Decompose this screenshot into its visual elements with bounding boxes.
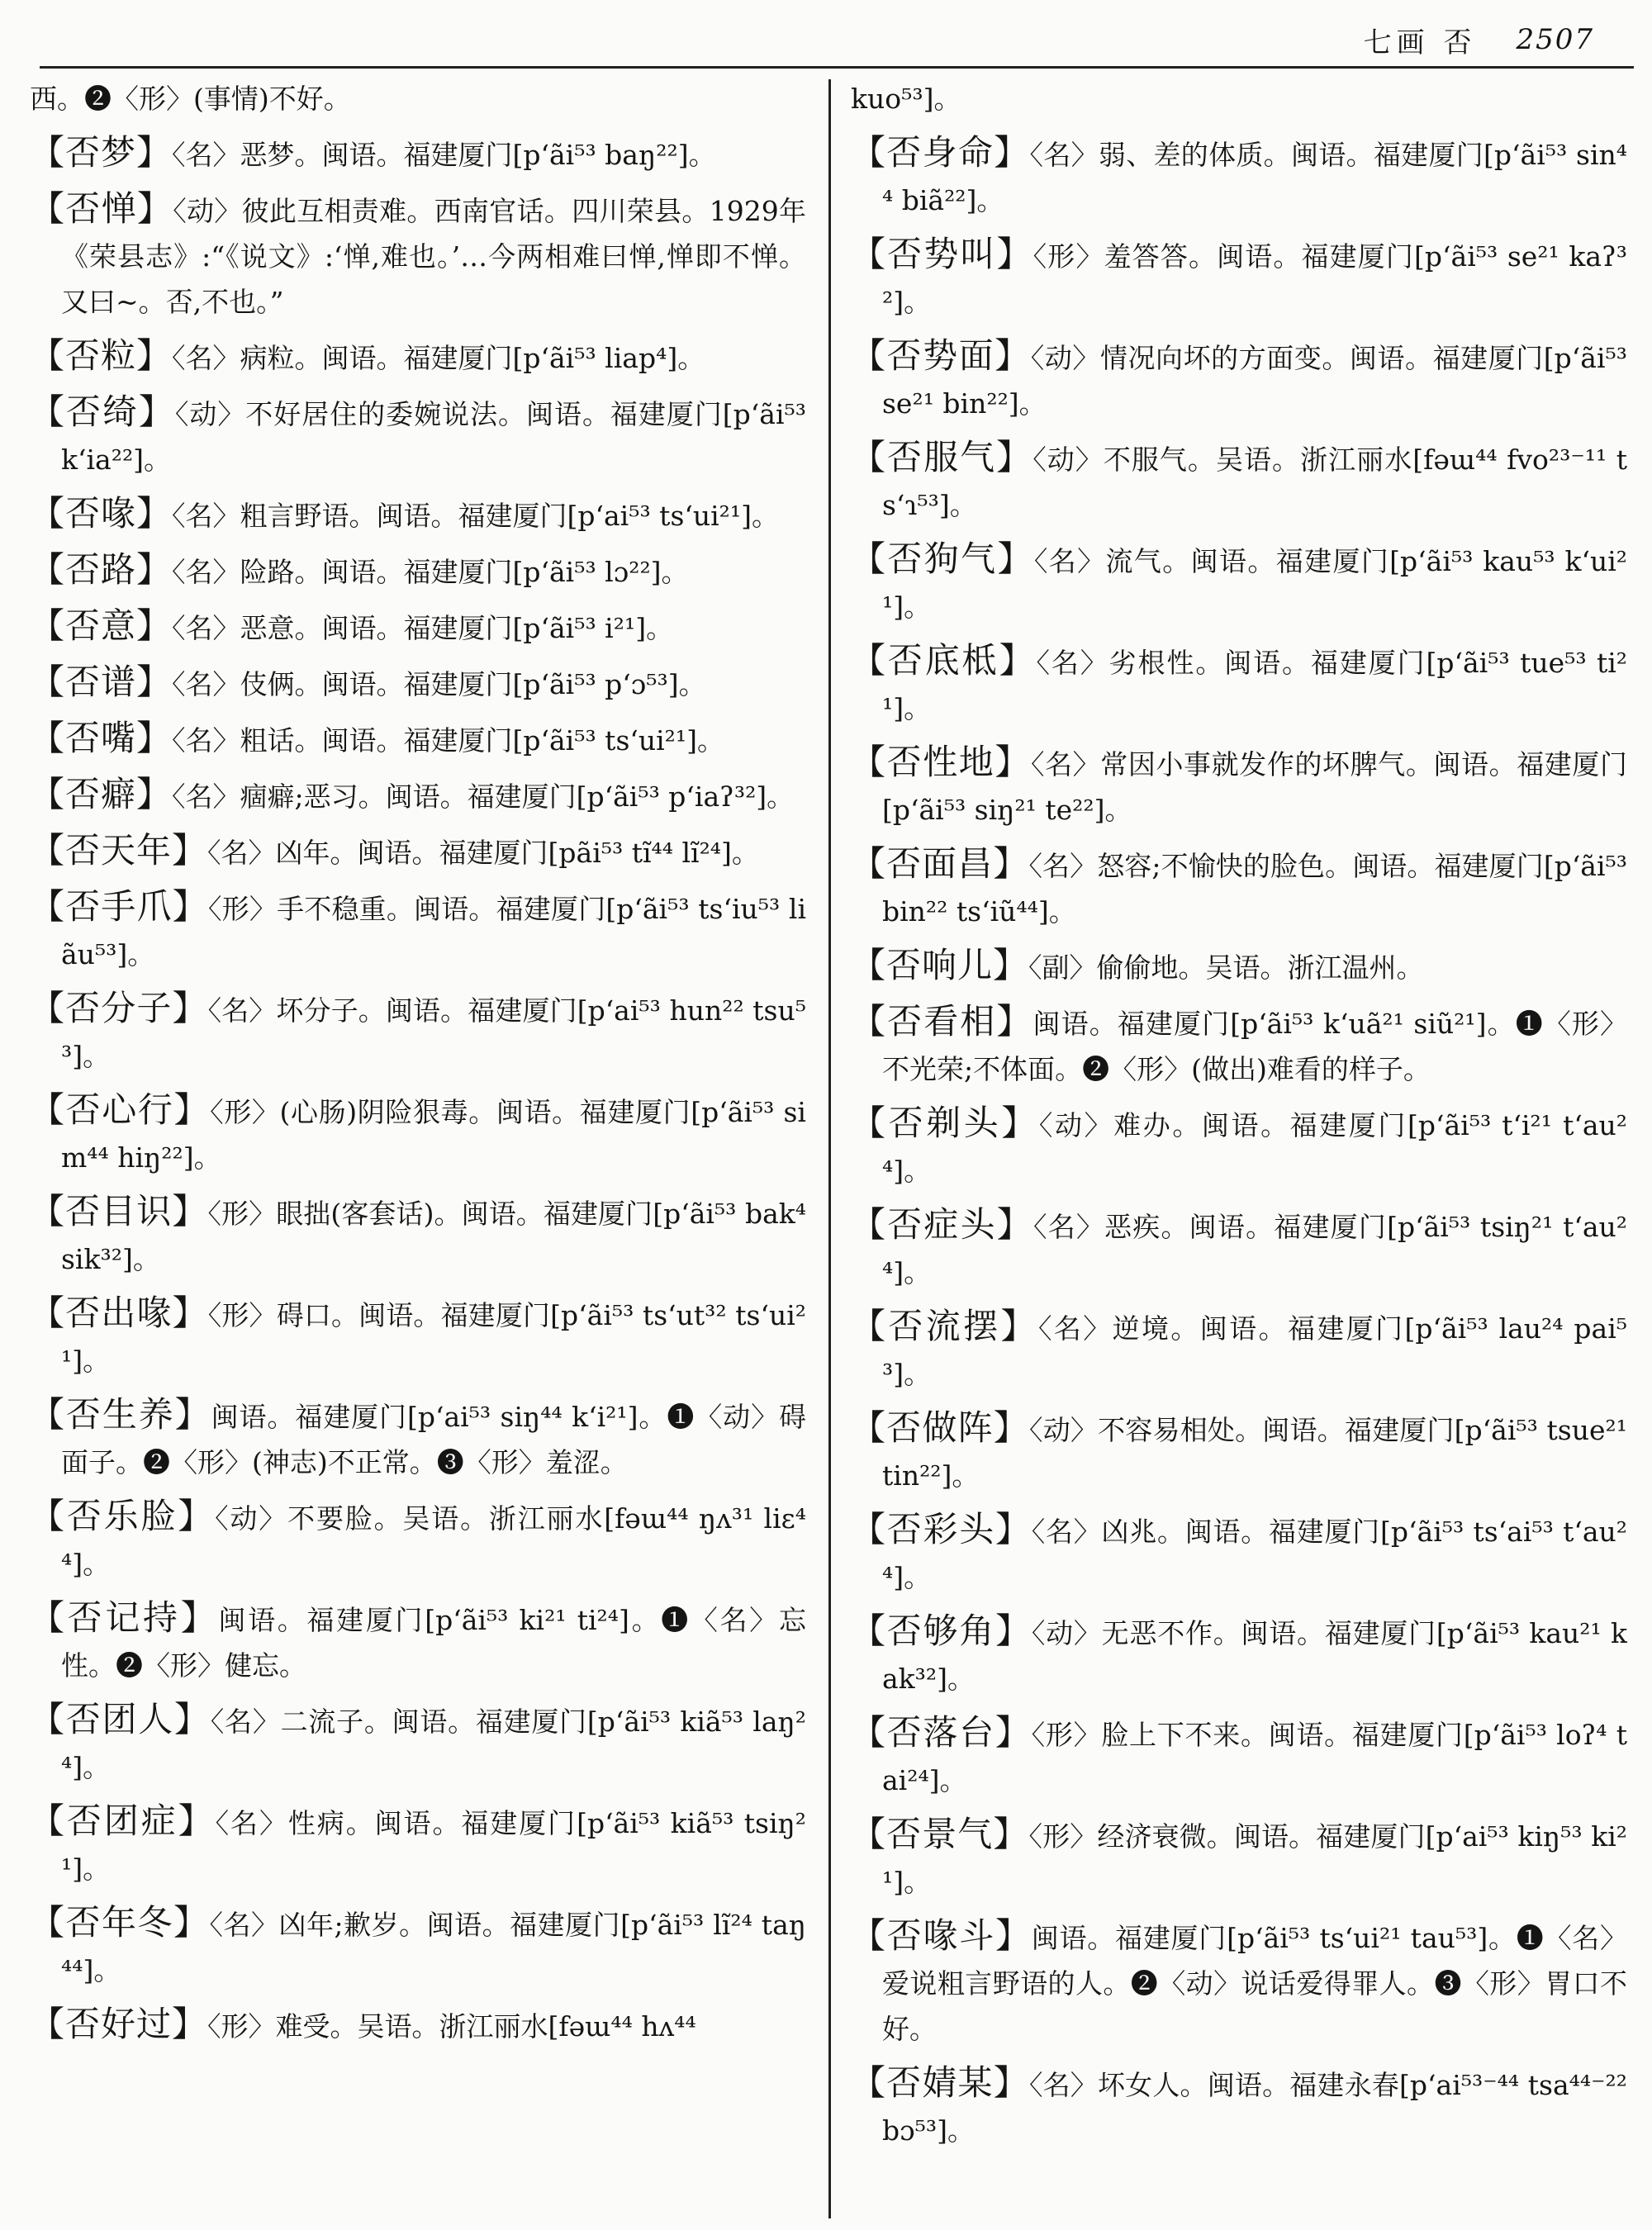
dictionary-entry [30, 547, 806, 595]
dictionary-entry [30, 985, 806, 1079]
dictionary-entry [30, 186, 806, 325]
dictionary-entry [30, 715, 806, 763]
entry-definition: 〈动〉不容易相处。闽语。福建厦门[p‘ãi⁵³ tsue²¹ tin²²]。 [882, 1414, 1627, 1492]
entry-headword: 【否惮】 [30, 188, 173, 229]
dictionary-entry [851, 1710, 1627, 1803]
dictionary-entry [851, 1100, 1627, 1193]
entry-headword: 【否流摆】 [851, 1306, 1038, 1346]
dictionary-entry [851, 434, 1627, 528]
entry-headword: 【否出喙】 [30, 1293, 208, 1333]
entry-headword: 【否粒】 [30, 335, 173, 376]
entry-headword: 【否路】 [30, 549, 173, 590]
dictionary-entry [30, 2001, 806, 2049]
entry-headword: 【否景气】 [851, 1814, 1029, 1854]
entry-definition: 〈形〉羞答答。闽语。福建厦门[p‘ãi⁵³ se²¹ kaʔ³²]。 [882, 240, 1627, 318]
dictionary-entry [30, 1900, 806, 1993]
entry-definition: 〈形〉眼拙(客套话)。闽语。福建厦门[p‘ãi⁵³ bak⁴ sik³²]。 [61, 1198, 806, 1275]
entry-definition: 〈名〉病粒。闽语。福建厦门[p‘ãi⁵³ liap⁴]。 [172, 342, 705, 374]
dictionary-entry [851, 1202, 1627, 1295]
dictionary-entry [851, 942, 1627, 990]
entry-definition: 〈名〉流气。闽语。福建厦门[p‘ãi⁵³ kau⁵³ k‘ui²¹]。 [882, 545, 1627, 623]
entry-definition: 〈名〉坏女人。闽语。福建永春[p‘ai⁵³⁻⁴⁴ tsa⁴⁴⁻²² bɔ⁵³]。 [882, 2069, 1627, 2147]
dictionary-entry [851, 739, 1627, 833]
entry-headword: 【否团人】 [30, 1699, 211, 1739]
page-number: 2507 [1516, 23, 1594, 56]
dictionary-entry [851, 1506, 1627, 1600]
left-column [30, 76, 806, 2223]
dictionary-entry [851, 1303, 1627, 1397]
dictionary-entry [30, 76, 806, 121]
entry-definition: 〈名〉粗话。闽语。福建厦门[p‘ãi⁵³ ts‘ui²¹]。 [172, 724, 725, 757]
entry-headword: 【否梦】 [30, 132, 173, 173]
entry-definition: 〈形〉经济衰微。闽语。福建厦门[p‘ai⁵³ kiŋ⁵³ ki²¹]。 [882, 1820, 1627, 1898]
entry-definition: 〈形〉碍口。闽语。福建厦门[p‘ãi⁵³ ts‘ut³² ts‘ui²¹]。 [61, 1299, 806, 1377]
dictionary-entry [30, 130, 806, 178]
dictionary-entry [30, 1595, 806, 1688]
entry-headword: 【否响儿】 [851, 945, 1029, 985]
entry-definition: 〈动〉彼此互相责难。西南官话。四川荣县。1929年《荣县志》:“《说文》:‘惮,难也。’…今两相难曰惮,惮即不惮。又曰~。否,不也。” [61, 195, 806, 318]
dictionary-entry [851, 130, 1627, 223]
entry-definition: 〈名〉坏分子。闽语。福建厦门[p‘ai⁵³ hun²² tsu⁵³]。 [61, 994, 806, 1072]
dictionary-entry [30, 659, 806, 707]
entry-definition: 〈名〉二流子。闽语。福建厦门[p‘ãi⁵³ kiã⁵³ laŋ²⁴]。 [61, 1706, 806, 1783]
dictionary-entry [30, 1696, 806, 1790]
entry-definition: 〈动〉不要脸。吴语。浙江丽水[fəɯ⁴⁴ ŋʌ³¹ liɛ⁴⁴]。 [61, 1502, 806, 1580]
dictionary-entry [30, 1798, 806, 1891]
right-column [851, 76, 1627, 2223]
entry-headword: 【否绮】 [30, 391, 175, 432]
dictionary-entry [30, 1189, 806, 1282]
entry-definition: 〈名〉性病。闽语。福建厦门[p‘ãi⁵³ kiã⁵³ tsiŋ²¹]。 [61, 1807, 806, 1885]
entry-definition: 〈形〉手不稳重。闽语。福建厦门[p‘ãi⁵³ ts‘iu⁵³ liãu⁵³]。 [61, 893, 806, 970]
dictionary-entry [851, 2060, 1627, 2153]
entry-headword: 【否乐脸】 [30, 1496, 216, 1536]
entry-definition: 闽语。福建厦门[p‘ai⁵³ siŋ⁴⁴ k‘i²¹]。❶〈动〉碍面子。❷〈形〉(神志)不正常。❸〈形〉羞涩。 [61, 1401, 806, 1478]
entry-headword: 【否分子】 [30, 988, 208, 1028]
entry-definition: 〈动〉难办。闽语。福建厦门[p‘ãi⁵³ t‘i²¹ t‘au²⁴]。 [882, 1109, 1627, 1187]
entry-definition: 〈动〉无恶不作。闽语。福建厦门[p‘ãi⁵³ kau²¹ kak³²]。 [882, 1617, 1627, 1695]
dictionary-entry [30, 1493, 806, 1587]
dictionary-entry [851, 841, 1627, 934]
entry-definition: 〈副〉偷偷地。吴语。浙江温州。 [1028, 951, 1424, 984]
entry-headword: 【否势面】 [851, 335, 1031, 376]
entry-definition: 〈名〉凶年;歉岁。闽语。福建厦门[p‘ãi⁵³ lĩ²⁴ taŋ⁴⁴]。 [61, 1909, 806, 1986]
column-divider [828, 79, 831, 2218]
entry-headword: 【否服气】 [851, 437, 1033, 477]
entry-definition: 〈名〉恶意。闽语。福建厦门[p‘ãi⁵³ i²¹]。 [172, 612, 674, 644]
dictionary-entry [30, 884, 806, 977]
entry-definition: 〈名〉痼癖;恶习。闽语。福建厦门[p‘ãi⁵³ p‘iaʔ³²]。 [172, 780, 795, 813]
entry-definition: 〈名〉恶梦。闽语。福建厦门[p‘ãi⁵³ baŋ²²]。 [172, 139, 716, 171]
dictionary-entry [851, 999, 1627, 1092]
dictionary-entry [30, 1392, 806, 1485]
entry-headword: 【否彩头】 [851, 1509, 1032, 1549]
dictionary-entry [851, 76, 1627, 121]
entry-definition: 〈名〉弱、差的体质。闽语。福建厦门[p‘ãi⁵³ sin⁴⁴ biã²²]。 [882, 139, 1627, 216]
entry-headword: 【否记持】 [30, 1597, 219, 1638]
page-header [1364, 15, 1594, 64]
entry-headword: 【否做阵】 [851, 1407, 1029, 1448]
entry-definition: 〈名〉逆境。闽语。福建厦门[p‘ãi⁵³ lau²⁴ pai⁵³]。 [882, 1312, 1627, 1390]
entry-definition: 〈形〉(心肠)阴险狠毒。闽语。福建厦门[p‘ãi⁵³ sim⁴⁴ hiŋ²²]。 [61, 1096, 806, 1174]
dictionary-entry [30, 603, 806, 651]
dictionary-entry [851, 536, 1627, 629]
entry-headword: 【否嘴】 [30, 718, 173, 758]
dictionary-entry [851, 1405, 1627, 1498]
entry-definition: 西。❷〈形〉(事情)不好。 [30, 83, 351, 115]
entry-headword: 【否性地】 [851, 742, 1031, 782]
entry-headword: 【否势叫】 [851, 234, 1033, 274]
entry-definition: 〈名〉伎俩。闽语。福建厦门[p‘ãi⁵³ p‘ɔ⁵³]。 [172, 668, 706, 700]
entry-headword: 【否落台】 [851, 1712, 1032, 1753]
entry-definition: 〈名〉凶年。闽语。福建厦门[pãi⁵³ tĩ⁴⁴ lĩ²⁴]。 [207, 837, 759, 869]
dictionary-entry [30, 771, 806, 819]
dictionary-entry [30, 389, 806, 482]
entry-headword: 【否谱】 [30, 662, 173, 702]
entry-definition: 〈动〉情况向坏的方面变。闽语。福建厦门[p‘ãi⁵³ se²¹ bin²²]。 [882, 342, 1627, 420]
entry-definition: 〈形〉脸上下不来。闽语。福建厦门[p‘ãi⁵³ loʔ⁴ tai²⁴]。 [882, 1719, 1627, 1796]
entry-definition: 闽语。福建厦门[p‘ãi⁵³ ki²¹ ti²⁴]。❶〈名〉忘性。❷〈形〉健忘。 [61, 1604, 806, 1682]
entry-headword: 【否目识】 [30, 1191, 208, 1231]
entry-headword: 【否天年】 [30, 830, 208, 871]
entry-headword: 【否底柢】 [851, 640, 1037, 681]
entry-headword: 【否心行】 [30, 1089, 211, 1130]
entry-definition: kuo⁵³]。 [851, 83, 961, 115]
dictionary-entry [30, 1290, 806, 1383]
entry-headword: 【否团症】 [30, 1801, 216, 1841]
entry-definition: 闽语。福建厦门[p‘ãi⁵³ k‘uã²¹ siũ²¹]。❶〈形〉不光荣;不体面。❷〈形〉(做出)难看的样子。 [882, 1008, 1627, 1085]
entry-headword: 【否喙】 [30, 493, 173, 534]
dictionary-entry [851, 231, 1627, 325]
entry-headword: 【否年冬】 [30, 1902, 210, 1943]
header-rule [40, 66, 1634, 69]
entry-definition: 〈动〉不服气。吴语。浙江丽水[fəɯ⁴⁴ fvo²³⁻¹¹ ts‘ɿ⁵³]。 [882, 444, 1627, 521]
entry-headword: 【否看相】 [851, 1001, 1033, 1041]
entry-definition: 闽语。福建厦门[p‘ãi⁵³ ts‘ui²¹ tau⁵³]。❶〈名〉爱说粗言野语的人。❷〈动〉说话爱得罪人。❸〈形〉胃口不好。 [882, 1922, 1627, 2045]
dictionary-entry [30, 1087, 806, 1180]
entry-headword: 【否剃头】 [851, 1103, 1039, 1143]
dictionary-entry [30, 333, 806, 381]
entry-definition: 〈名〉恶疾。闽语。福建厦门[p‘ãi⁵³ tsiŋ²¹ t‘au²⁴]。 [882, 1211, 1627, 1288]
entry-headword: 【否喙斗】 [851, 1915, 1032, 1956]
entry-headword: 【否好过】 [30, 2004, 208, 2044]
dictionary-entry [851, 1811, 1627, 1905]
entry-headword: 【否婧某】 [851, 2062, 1029, 2103]
dictionary-entry [851, 638, 1627, 731]
dictionary-entry [851, 1913, 1627, 2052]
entry-definition: 〈名〉粗言野语。闽语。福建厦门[p‘ai⁵³ ts‘ui²¹]。 [172, 500, 780, 532]
entry-headword: 【否意】 [30, 605, 173, 646]
section-label: 七画 否 [1363, 26, 1477, 59]
entry-definition: 〈名〉凶兆。闽语。福建厦门[p‘ãi⁵³ ts‘ai⁵³ t‘au²⁴]。 [882, 1516, 1627, 1593]
entry-headword: 【否手爪】 [30, 886, 208, 927]
entry-headword: 【否症头】 [851, 1204, 1033, 1245]
entry-definition: 〈名〉怒容;不愉快的脸色。闽语。福建厦门[p‘ãi⁵³ bin²² ts‘iũ⁴⁴]。 [882, 850, 1627, 928]
dictionary-entry [851, 1608, 1627, 1701]
entry-headword: 【否够角】 [851, 1611, 1032, 1651]
entry-definition: 〈动〉不好居住的委婉说法。闽语。福建厦门[p‘ãi⁵³ k‘ia²²]。 [61, 398, 806, 476]
dictionary-entry [851, 333, 1627, 426]
entry-headword: 【否狗气】 [851, 539, 1034, 579]
entry-headword: 【否生养】 [30, 1394, 211, 1435]
entry-definition: 〈名〉劣根性。闽语。福建厦门[p‘ãi⁵³ tue⁵³ ti²¹]。 [882, 647, 1627, 724]
dictionary-entry [30, 491, 806, 539]
entry-definition: 〈名〉常因小事就发作的坏脾气。闽语。福建厦门[p‘ãi⁵³ siŋ²¹ te²²]。 [882, 748, 1627, 826]
entry-definition: 〈形〉难受。吴语。浙江丽水[fəɯ⁴⁴ hʌ⁴⁴ [207, 2010, 696, 2043]
entry-headword: 【否身命】 [851, 132, 1030, 173]
entry-headword: 【否癖】 [30, 774, 173, 814]
entry-headword: 【否面昌】 [851, 843, 1029, 884]
dictionary-entry [30, 828, 806, 875]
entry-definition: 〈名〉险路。闽语。福建厦门[p‘ãi⁵³ lɔ²²]。 [172, 556, 689, 588]
